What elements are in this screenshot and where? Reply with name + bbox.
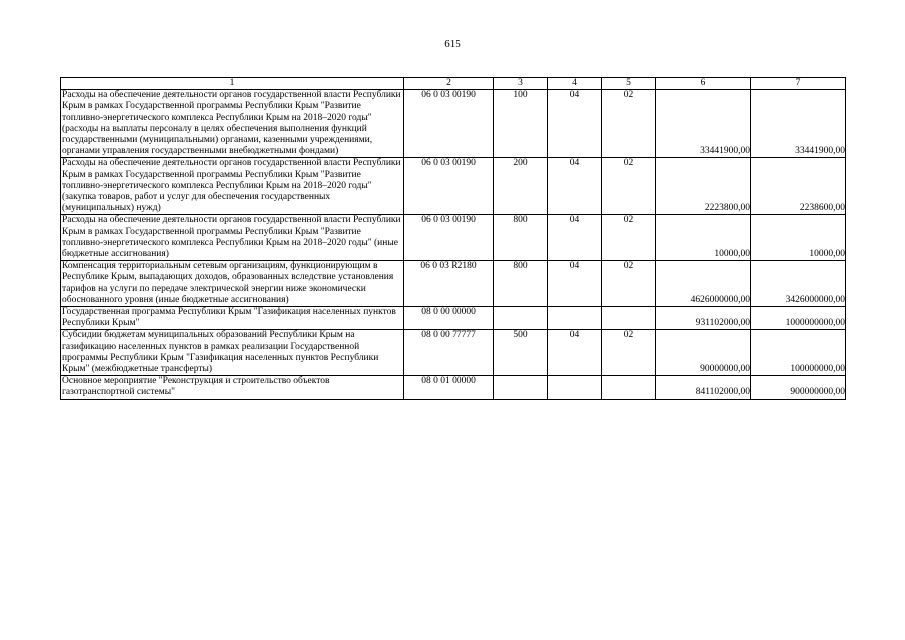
row-amount-6: 33441900,00 [656, 90, 751, 158]
row-amount-6: 10000,00 [656, 215, 751, 261]
row-expense-type: 500 [494, 330, 548, 376]
page-number: 615 [444, 38, 461, 50]
row-amount-7: 2238600,00 [751, 158, 846, 215]
row-amount-6: 4626000000,00 [656, 261, 751, 307]
row-subsection: 02 [602, 158, 656, 215]
column-header: 6 [656, 78, 751, 90]
row-section [548, 376, 602, 399]
row-expense-type: 800 [494, 215, 548, 261]
table-row [61, 376, 846, 399]
row-amount-7: 33441900,00 [751, 90, 846, 158]
row-amount-6: 90000000,00 [656, 330, 751, 376]
row-amount-6: 2223800,00 [656, 158, 751, 215]
row-description: Расходы на обеспечение деятельности органов государственной власти Республики Крым в рамках Государственной программы Республики Крым "Развитие топливно-энергетического комплекса Республики Крым на 2018–2020 годы" (иные бюджетные ассигнования) [61, 215, 404, 261]
row-subsection [602, 376, 656, 399]
row-description: Расходы на обеспечение деятельности органов государственной власти Республики Крым в рамках Государственной программы Республики Крым "Развитие топливно-энергетического комплекса Республики Крым на 2018–2020 годы" (закупка товаров, работ и услуг для обеспечения государственных (муниципальных) нужд) [61, 158, 404, 215]
row-description: Основное мероприятие "Реконструкция и строительство объектов газотранспортной системы" [61, 376, 404, 399]
row-subsection [602, 307, 656, 330]
row-amount-7: 3426000000,00 [751, 261, 846, 307]
column-header: 4 [548, 78, 602, 90]
row-amount-6: 931102000,00 [656, 307, 751, 330]
row-section: 04 [548, 261, 602, 307]
row-section: 04 [548, 158, 602, 215]
row-code: 08 0 00 00000 [404, 307, 494, 330]
row-subsection: 02 [602, 261, 656, 307]
row-section: 04 [548, 330, 602, 376]
row-amount-7: 100000000,00 [751, 330, 846, 376]
row-description: Расходы на обеспечение деятельности органов государственной власти Республики Крым в рамках Государственной программы Республики Крым "Развитие топливно-энергетического комплекса Республики Крым на 2018–2020 годы" (расходы на выплаты персоналу в целях обеспечения выполнения функций государственными (муниципальными) органами, казенными учреждениями, органами управления государственными внебюджетными фондами) [61, 90, 404, 158]
column-header: 2 [404, 78, 494, 90]
row-description: Компенсация территориальным сетевым организациям, функционирующим в Республике Крым, выпадающих доходов, образованных вследствие установления тарифов на услуги по передаче электрической энергии ниже экономически обоснованного уровня (иные бюджетные ассигнования) [61, 261, 404, 307]
row-code: 06 0 03 00190 [404, 215, 494, 261]
row-expense-type: 100 [494, 90, 548, 158]
row-code: 06 0 03 00190 [404, 158, 494, 215]
row-amount-7: 10000,00 [751, 215, 846, 261]
row-amount-7: 900000000,00 [751, 376, 846, 399]
budget-table [60, 77, 846, 400]
row-expense-type: 200 [494, 158, 548, 215]
column-header: 1 [61, 78, 404, 90]
row-section: 04 [548, 215, 602, 261]
row-amount-7: 1000000000,00 [751, 307, 846, 330]
table-header-row [61, 78, 846, 90]
row-expense-type [494, 307, 548, 330]
row-subsection: 02 [602, 330, 656, 376]
table-row [61, 215, 846, 261]
column-header: 5 [602, 78, 656, 90]
table-row [61, 307, 846, 330]
table-row [61, 330, 846, 376]
row-expense-type [494, 376, 548, 399]
column-header: 3 [494, 78, 548, 90]
row-code: 06 0 03 00190 [404, 90, 494, 158]
row-expense-type: 800 [494, 261, 548, 307]
row-subsection: 02 [602, 215, 656, 261]
row-code: 06 0 03 R2180 [404, 261, 494, 307]
row-code: 08 0 00 77777 [404, 330, 494, 376]
row-description: Государственная программа Республики Крым "Газификация населенных пунктов Республики Крым" [61, 307, 404, 330]
row-subsection: 02 [602, 90, 656, 158]
row-section [548, 307, 602, 330]
table-row [61, 261, 846, 307]
row-code: 08 0 01 00000 [404, 376, 494, 399]
column-header: 7 [751, 78, 846, 90]
row-amount-6: 841102000,00 [656, 376, 751, 399]
row-description: Субсидии бюджетам муниципальных образований Республики Крым на газификацию населенных пунктов в рамках реализации Государственной программы Республики Крым "Газификация населенных пунктов Республики Крым" (межбюджетные трансферты) [61, 330, 404, 376]
row-section: 04 [548, 90, 602, 158]
table-row [61, 158, 846, 215]
table-row [61, 90, 846, 158]
